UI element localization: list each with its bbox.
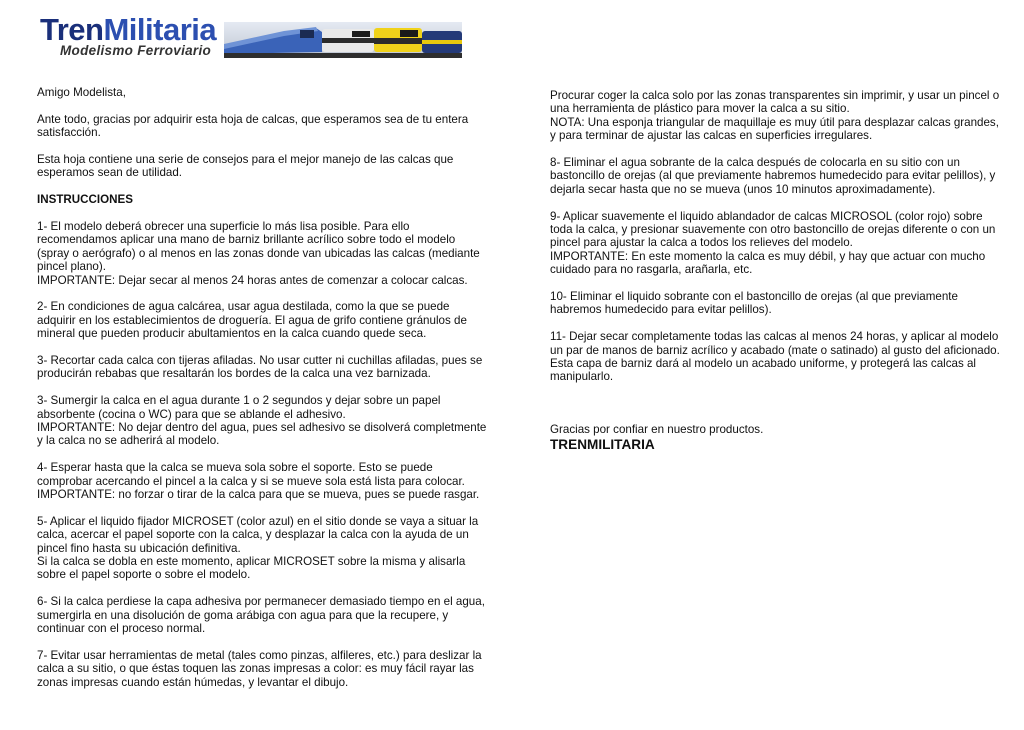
instruction-step: 3- Recortar cada calca con tijeras afiladas. No usar cutter ni cuchillas afiladas, pues se producirán rebabas que resaltarán los bordes de la calca una vez barnizada.	[37, 354, 483, 381]
instruction-step: 3- Sumergir la calca en el agua durante 1 o 2 segundos y dejar sobre un papel absorbente (cocina o WC) para que se ablande el adhesivo. IMPORTANTE: No dejar dentro del agua, pues sel adhesivo se disolverá completmente y la calca no se adherirá al modelo.	[37, 394, 487, 448]
thanks-line: Gracias por confiar en nuestro productos.	[550, 423, 764, 437]
intro-paragraph: Ante todo, gracias por adquirir esta hoja de calcas, que esperamos sea de tu entera satisfacción.	[37, 112, 469, 140]
right-column	[550, 89, 1015, 452]
greeting: Amigo Modelista,	[37, 86, 126, 99]
instructions-heading: INSTRUCCIONES	[37, 193, 133, 207]
instruction-step: 1- El modelo deberá obrecer una superficie lo más lisa posible. Para ello recomendamos aplicar una mano de barniz brillante acrílico sobre todo el modelo (spray o aerógrafo) o al menos en las zonas donde van ubicadas las calcas (mediante pincel plano). IMPORTANTE: Dejar secar al menos 24 horas antes de comenzar a colocar calcas.	[37, 220, 480, 287]
instruction-step: 2- En condiciones de agua calcárea, usar agua destilada, como la que se puede adquirir en los establecimientos de droguería. El agua de grifo contiene gránulos de mineral que pueden producir abultamientos en la calca cuando quede seca.	[37, 300, 467, 341]
instruction-step: 5- Aplicar el liquido fijador MICROSET (color azul) en el sitio donde se vaya a situar la calca, acercar el papel soporte con la calca, y desplazar la calca con la ayuda de un pincel fino hasta su ubicación definitiva. Si la calca se dobla en este momento, aplicar MICROSET sobre la misma y alisarla sobre el papel soporte o sobre el modelo.	[37, 514, 479, 582]
logo-subtitle: Modelismo Ferroviario	[60, 43, 212, 58]
left-column	[37, 86, 507, 703]
intro-paragraph: Esta hoja contiene una serie de consejos para el mejor manejo de las calcas que esperamos sean de utilidad.	[37, 153, 454, 180]
instruction-step: 7- Evitar usar herramientas de metal (tales como pinzas, alfileres, etc.) para deslizar la calca a su sitio, o que éstas toquen las zonas impresas a color: es muy fácil rayar las zonas impresas cuando están húmedas, y levantar el dibujo.	[37, 648, 482, 689]
instruction-step: 8- Eliminar el agua sobrante de la calca después de colocarla en su sitio con un bastoncillo de orejas (al que previamente habremos humedecido para evitar pelillos), y dejarla secar hasta que no se mueva (unos 10 minutos aproximadamente).	[550, 156, 996, 196]
instruction-step: 9- Aplicar suavemente el liquido ablandador de calcas MICROSOL (color rojo) sobre toda la calca, y presionar suavemente con otro bastoncillo de orejas diferente o con un pincel para ajustar la calca a todos los relieves del modelo. IMPORTANTE: En este momento la calca es muy débil, y hay que actuar con mucho cuidado para no rasgarla, arañarla, etc.	[550, 209, 996, 277]
locomotives-image	[224, 22, 462, 58]
instruction-step: 6- Si la calca perdiese la capa adhesiva por permanecer demasiado tiempo en el agua, sumergirla en una disolución de goma arábiga con agua para que la recupere, y continuar con el proceso normal.	[37, 595, 485, 636]
spacer	[550, 397, 1015, 423]
instruction-step: Procurar coger la calca solo por las zonas transparentes sin imprimir, y usar un pincel o una herramienta de plástico para mover la calca a su sitio. NOTA: Una esponja triangular de maquillaje es muy útil para desplazar calcas grandes, y para terminar de ajustar las calcas en superficies irregulares.	[550, 89, 1000, 143]
instruction-step: 11- Dejar secar completamente todas las calcas al menos 24 horas, y aplicar al modelo un par de manos de barniz acrílico y acabado (mate o satinado) al gusto del aficionado. Esta capa de barniz dará al modelo un acabado uniforme, y protegerá las calcas al manipularlo.	[550, 330, 1000, 384]
instruction-step: 10- Eliminar el liquido sobrante con el bastoncillo de orejas (al que previamente habremos humedecido para evitar pelillos).	[550, 290, 958, 317]
instruction-step: 4- Esperar hasta que la calca se mueva sola sobre el soporte. Esto se puede comprobar acercando el pincel a la calca y si se mueve sola está lista para colocar. IMPORTANTE: no forzar o tirar de la calca para que se mueva, pues se puede rasgar.	[37, 461, 480, 502]
logo-title: TrenMilitaria	[40, 12, 217, 47]
signature: TRENMILITARIA	[550, 436, 655, 452]
trenmilitaria-logo	[38, 12, 428, 58]
